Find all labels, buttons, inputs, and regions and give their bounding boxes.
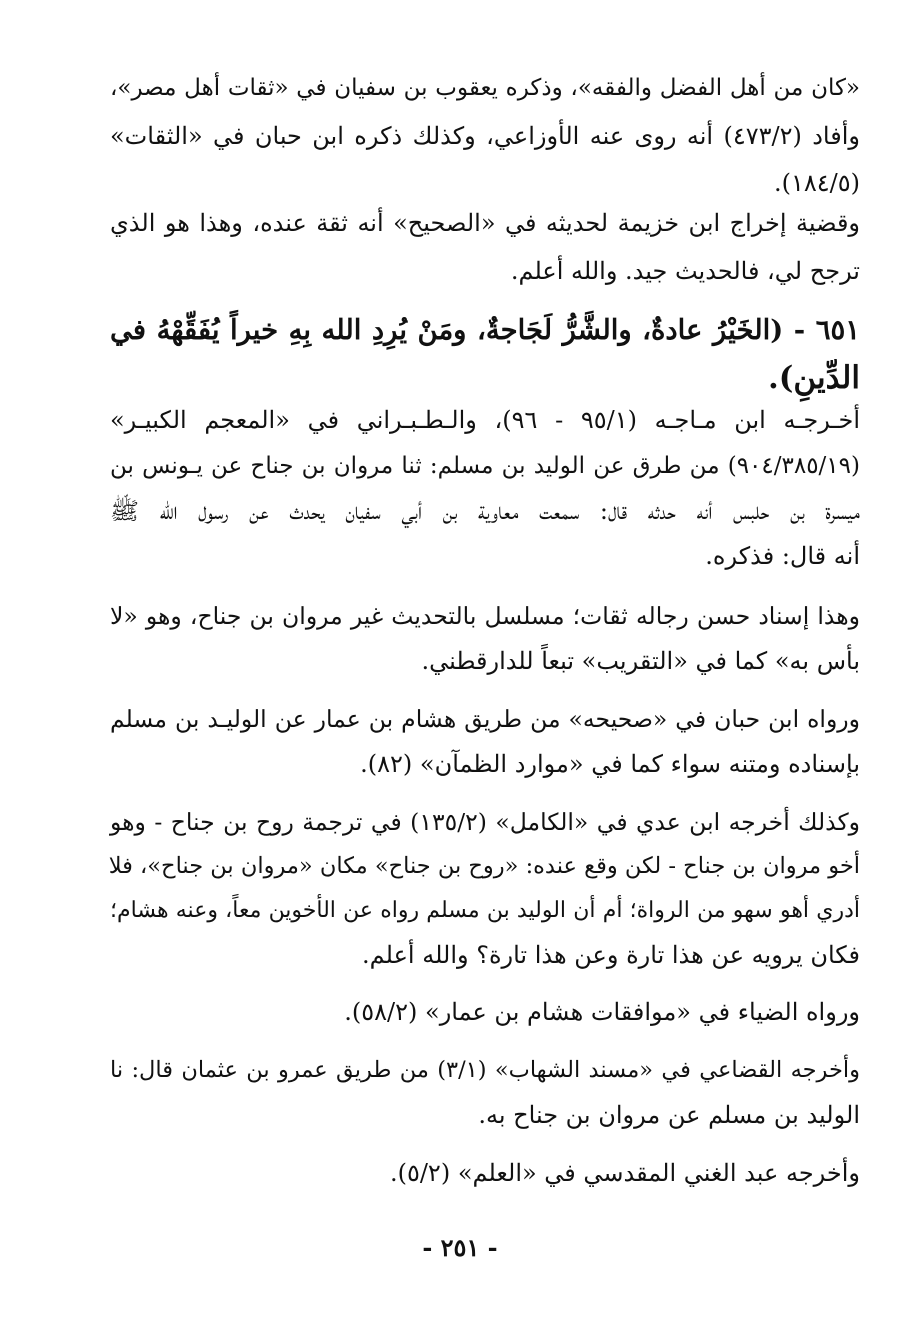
text-line: وأخرجه القضاعي في «مسند الشهاب» (٣/١) من طريق عمرو بن عثمان قال: نا bbox=[110, 1057, 861, 1083]
text-line: بأس به» كما في «التقريب» تبعاً للدارقطني. bbox=[421, 647, 860, 675]
text-line: وقضية إخراج ابن خزيمة لحديثه في «الصحيح» أنه ثقة عنده، وهذا هو الذي bbox=[110, 209, 860, 237]
text-line: وأفاد (٤٧٣/٢) أنه روى عنه الأوزاعي، وكذلك ذكره ابن حبان في «الثقات» bbox=[110, 122, 860, 150]
text-line: وهذا إسناد حسن رجاله ثقات؛ مسلسل بالتحديث غير مروان بن جناح، وهو «لا bbox=[110, 602, 860, 630]
page-number: - ٢٥١ - bbox=[422, 1233, 498, 1262]
text-line: وأخرجه عبد الغني المقدسي في «العلم» (٥/٢). bbox=[389, 1159, 860, 1187]
text-line: بإسناده ومتنه سواء كما في «موارد الظمآن» (٨٢). bbox=[360, 750, 860, 778]
text-line: فكان يرويه عن هذا تارة وعن هذا تارة؟ والله أعلم. bbox=[362, 941, 860, 969]
text-line: أخو مروان بن جناح - لكن وقع عنده: «روح بن جناح» مكان «مروان بن جناح»، فلا bbox=[108, 853, 860, 879]
text-line: أخـرجـه ابن مـاجـه (٩٥/١ - ٩٦)، والـطـبـراني في «المعجم الكبيـر» bbox=[110, 406, 861, 434]
hadith-heading: ٦٥١ - (الخَيْرُ عادةٌ، والشَّرُّ لَجَاجةٌ، ومَنْ يُرِدِ الله بِهِ خيراً يُفَقِّهْهُ في bbox=[110, 314, 860, 346]
text-line: ورواه ابن حبان في «صحيحه» من طريق هشام بن عمار عن الوليـد بن مسلم bbox=[110, 705, 860, 733]
text-line: «كان من أهل الفضل والفقه»، وذكره يعقوب بن سفيان في «ثقات أهل مصر»، bbox=[110, 75, 860, 101]
hadith-heading: الدِّينِ). bbox=[767, 360, 860, 396]
text-line: ميسرة بن حلبس أنه حدثه قال: سمعت معاوية بن أبي سفيان يحدث عن رسول الله ﷺ bbox=[110, 497, 861, 525]
text-line: أنه قال: فذكره. bbox=[705, 542, 860, 570]
text-line: أدري أهو سهو من الرواة؛ أم أن الوليد بن مسلم رواه عن الأخوين معاً، وعنه هشام؛ bbox=[110, 898, 860, 923]
text-line: (٩٠٤/٣٨٥/١٩) من طرق عن الوليد بن مسلم: ثنا مروان بن جناح عن يـونس بن bbox=[110, 453, 860, 479]
text-line: ورواه الضياء في «موافقات هشام بن عمار» (٥٨/٢). bbox=[344, 998, 860, 1026]
text-line: (١٨٤/٥). bbox=[773, 169, 860, 197]
text-line: وكذلك أخرجه ابن عدي في «الكامل» (١٣٥/٢) في ترجمة روح بن جناح - وهو bbox=[110, 808, 860, 836]
text-line: الوليد بن مسلم عن مروان بن جناح به. bbox=[478, 1101, 860, 1129]
text-line: ترجح لي، فالحديث جيد. والله أعلم. bbox=[510, 257, 860, 285]
